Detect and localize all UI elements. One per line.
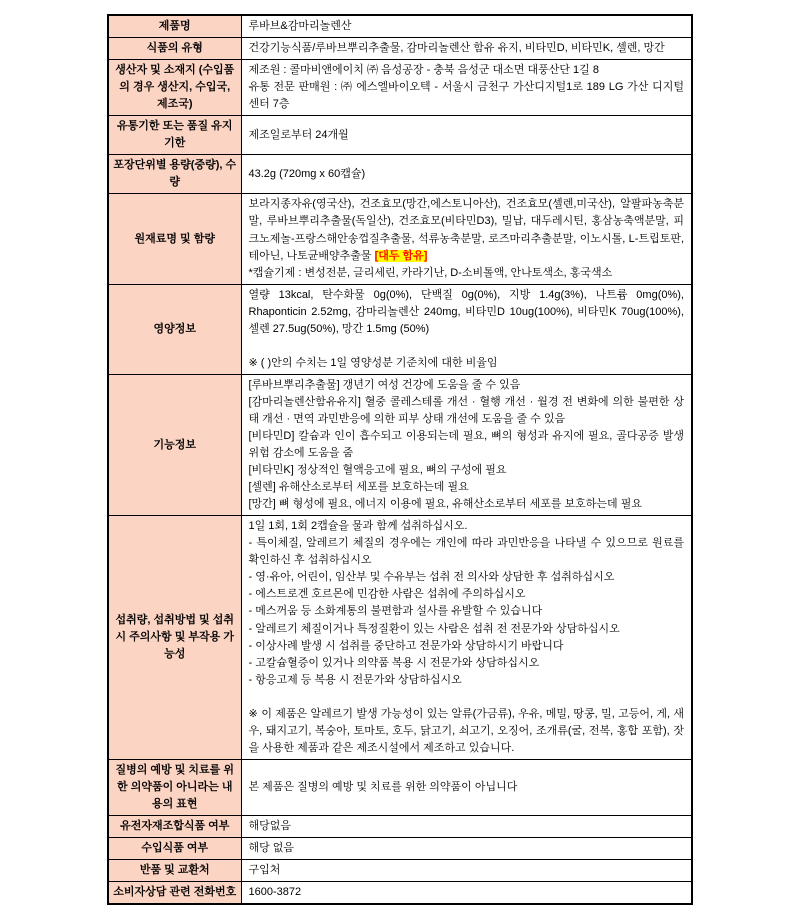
intake-line-consult: - 알레르기 체질이거나 특정질환이 있는 사람은 섭취 전 전문가와 상담하십시오: [248, 622, 620, 635]
intake-line-nausea: - 메스꺼움 등 소화계통의 불편함과 설사를 유발할 수 있습니다: [248, 605, 543, 618]
row-value-ingredients: [241, 194, 692, 284]
function-line-selenium: [셀렌] 유해산소로부터 세포를 보호하는데 필요: [248, 481, 469, 494]
table-row-shelf-life: [108, 116, 692, 155]
intake-spacer: [249, 689, 685, 706]
table-row-intake: [108, 516, 692, 760]
row-value-food-type: 건강기능식품/루바브뿌리추출물, 감마리놀렌산 함유 유지, 비타민D, 비타민K, 셀렌, 망간: [241, 38, 692, 60]
function-line-vitamin-k: [비타민K] 정상적인 혈액응고에 필요, 뼈의 구성에 필요: [248, 464, 507, 477]
capsule-base-text: *캡슐기제 : 변성전분, 글리세린, 카라기난, D-소비톨액, 안나토색소, 홍국색소: [248, 266, 613, 279]
function-line-vitamin-d: [비타민D] 칼슘과 인이 흡수되고 이용되는데 필요, 뼈의 형성과 유지에 필요, 골다공증 발생 위험 감소에 도움을 줌: [248, 429, 684, 460]
row-value-product-name: 루바브&감마리놀렌산: [241, 15, 692, 38]
table-row-nutrition: [108, 284, 692, 374]
intake-line-adverse: - 이상사례 발생 시 섭취를 중단하고 전문가와 상담하시기 바랍니다: [248, 639, 564, 652]
row-label-customer-service-phone: 소비자상담 관련 전화번호: [108, 882, 241, 905]
row-label-ingredients: 원재료명 및 함량: [108, 194, 241, 284]
row-label-package-size: 포장단위별 용량(중량), 수량: [108, 155, 241, 194]
row-value-not-medicine: 본 제품은 질병의 예방 및 치료를 위한 의약품이 아닙니다: [241, 759, 692, 815]
row-value-package-size: 43.2g (720mg x 60캡슐): [241, 155, 692, 194]
table-row-producer: [108, 60, 692, 116]
intake-line-infants: - 영·유아, 어린이, 임산부 및 수유부는 섭취 전 의사와 상담한 후 섭취하십시오: [248, 571, 615, 584]
product-info-table: [107, 14, 693, 905]
ingredients-text: [249, 196, 685, 264]
row-label-function-info: 기능정보: [108, 374, 241, 515]
row-value-function-info: [241, 374, 692, 515]
row-value-returns: 구입처: [241, 860, 692, 882]
function-line-manganese: [망간] 뼈 형성에 필요, 에너지 이용에 필요, 유해산소로부터 세포를 보호하는데 필요: [248, 498, 642, 511]
producer-line-manufacturer: 제조원 : 콜마비앤에이치 ㈜ 음성공장 - 충북 음성군 대소면 대풍산단 1길 8: [248, 64, 599, 77]
table-row-package-size: [108, 155, 692, 194]
allergen-highlight: [대두 함유]: [374, 249, 428, 262]
producer-line-distributor: 유통 전문 판매원 : ㈜ 에스엘바이오텍 - 서울시 금천구 가산디지털1로 189 LG 가산 디지털센터 7층: [248, 81, 684, 111]
intake-line-allergy-check: - 특이체질, 알레르기 체질의 경우에는 개인에 따라 과민반응을 나타낼 수 있으므로 원료를 확인하신 후 섭취하십시오: [248, 537, 684, 567]
row-label-gmo: 유전자재조합식품 여부: [108, 815, 241, 837]
row-value-customer-service-phone: 1600-3872: [241, 882, 692, 905]
table-row-imported: [108, 838, 692, 860]
table-row-not-medicine: [108, 759, 692, 815]
table-row-function-info: [108, 374, 692, 515]
intake-line-hypercalcemia: - 고칼슘혈증이 있거나 의약품 복용 시 전문가와 상담하십시오: [248, 656, 540, 669]
table-row-ingredients: [108, 194, 692, 284]
row-label-food-type: 식품의 유형: [108, 38, 241, 60]
row-label-not-medicine: 질병의 예방 및 치료를 위한 의약품이 아니라는 내용의 표현: [108, 759, 241, 815]
row-value-gmo: 해당없음: [241, 815, 692, 837]
table-row-product-name: [108, 15, 692, 38]
intake-line-anticoagulant: - 항응고제 등 복용 시 전문가와 상담하십시오: [248, 673, 462, 686]
row-value-shelf-life: 제조일로부터 24개월: [241, 116, 692, 155]
row-value-nutrition: [241, 284, 692, 374]
table-row-customer-service-phone: [108, 882, 692, 905]
row-label-nutrition: 영양정보: [108, 284, 241, 374]
nutrition-note: ※ ( )안의 수치는 1일 영양성분 기준치에 대한 비율임: [248, 356, 498, 369]
intake-line-estrogen: - 에스트로겐 호르몬에 민감한 사람은 섭취에 주의하십시오: [248, 588, 526, 601]
table-row-gmo: [108, 815, 692, 837]
table-row-returns: [108, 860, 692, 882]
nutrition-spacer: [249, 338, 685, 355]
row-value-producer: [241, 60, 692, 116]
row-label-product-name: 제품명: [108, 15, 241, 38]
allergy-facility-note: ※ 이 제품은 알레르기 발생 가능성이 있는 알류(가금류), 우유, 메밀, 땅콩, 밀, 고등어, 게, 새우, 돼지고기, 복숭아, 토마토, 호두, 닭고기, 쇠고기, 오징어, 조개류(굴, 전복, 홍합 포함), 잣을 사용한 제품과 같은 제조시설에서 제조하고 있습니다.: [248, 707, 684, 754]
table-row-food-type: [108, 38, 692, 60]
function-line-rhubarb: [루바브뿌리추출물] 갱년기 여성 건강에 도움을 줄 수 있음: [248, 378, 521, 391]
row-value-imported: 해당 없음: [241, 838, 692, 860]
row-label-shelf-life: 유통기한 또는 품질 유지기한: [108, 116, 241, 155]
row-label-returns: 반품 및 교환처: [108, 860, 241, 882]
row-label-imported: 수입식품 여부: [108, 838, 241, 860]
nutrition-text: 열량 13kcal, 탄수화물 0g(0%), 단백질 0g(0%), 지방 1.4g(3%), 나트륨 0mg(0%), Rhaponticin 2.52mg, 감마리놀렌산 240mg, 비타민D 10ug(100%), 비타민K 70ug(100%), 셀렌 27.5ug(50%), 망간 1.5mg (50%): [248, 288, 684, 335]
row-label-intake: 섭취량, 섭취방법 및 섭취 시 주의사항 및 부작용 가능성: [108, 516, 241, 760]
function-line-gla: [감마리놀렌산함유유지] 혈중 콜레스테롤 개선 · 혈행 개선 · 월경 전 변화에 의한 불편한 상태 개선 · 면역 과민반응에 의한 피부 상태 개선에 도움을 줄 수 있음: [248, 395, 684, 425]
ingredients-list: 보라지종자유(영국산), 건조효모(망간,에스토니아산), 건조효모(셀렌,미국산), 알팔파농축분말, 루바브뿌리추출물(독일산), 건조효모(비타민D3), 밀납, 대두레시틴, 홍삼농축액분말, 피크노제놀-프랑스해안송껍질추출물, 석류농축분말, 로즈마리추출분말, 이노시톨, L-트립토판, 테아닌, 나토균배양추출물: [248, 198, 684, 262]
row-label-producer: 생산자 및 소재지 (수입품의 경우 생산지, 수입국, 제조국): [108, 60, 241, 116]
intake-line-dosage: 1일 1회, 1회 2캡슐을 물과 함께 섭취하십시오.: [248, 520, 468, 533]
row-value-intake: [241, 516, 692, 760]
